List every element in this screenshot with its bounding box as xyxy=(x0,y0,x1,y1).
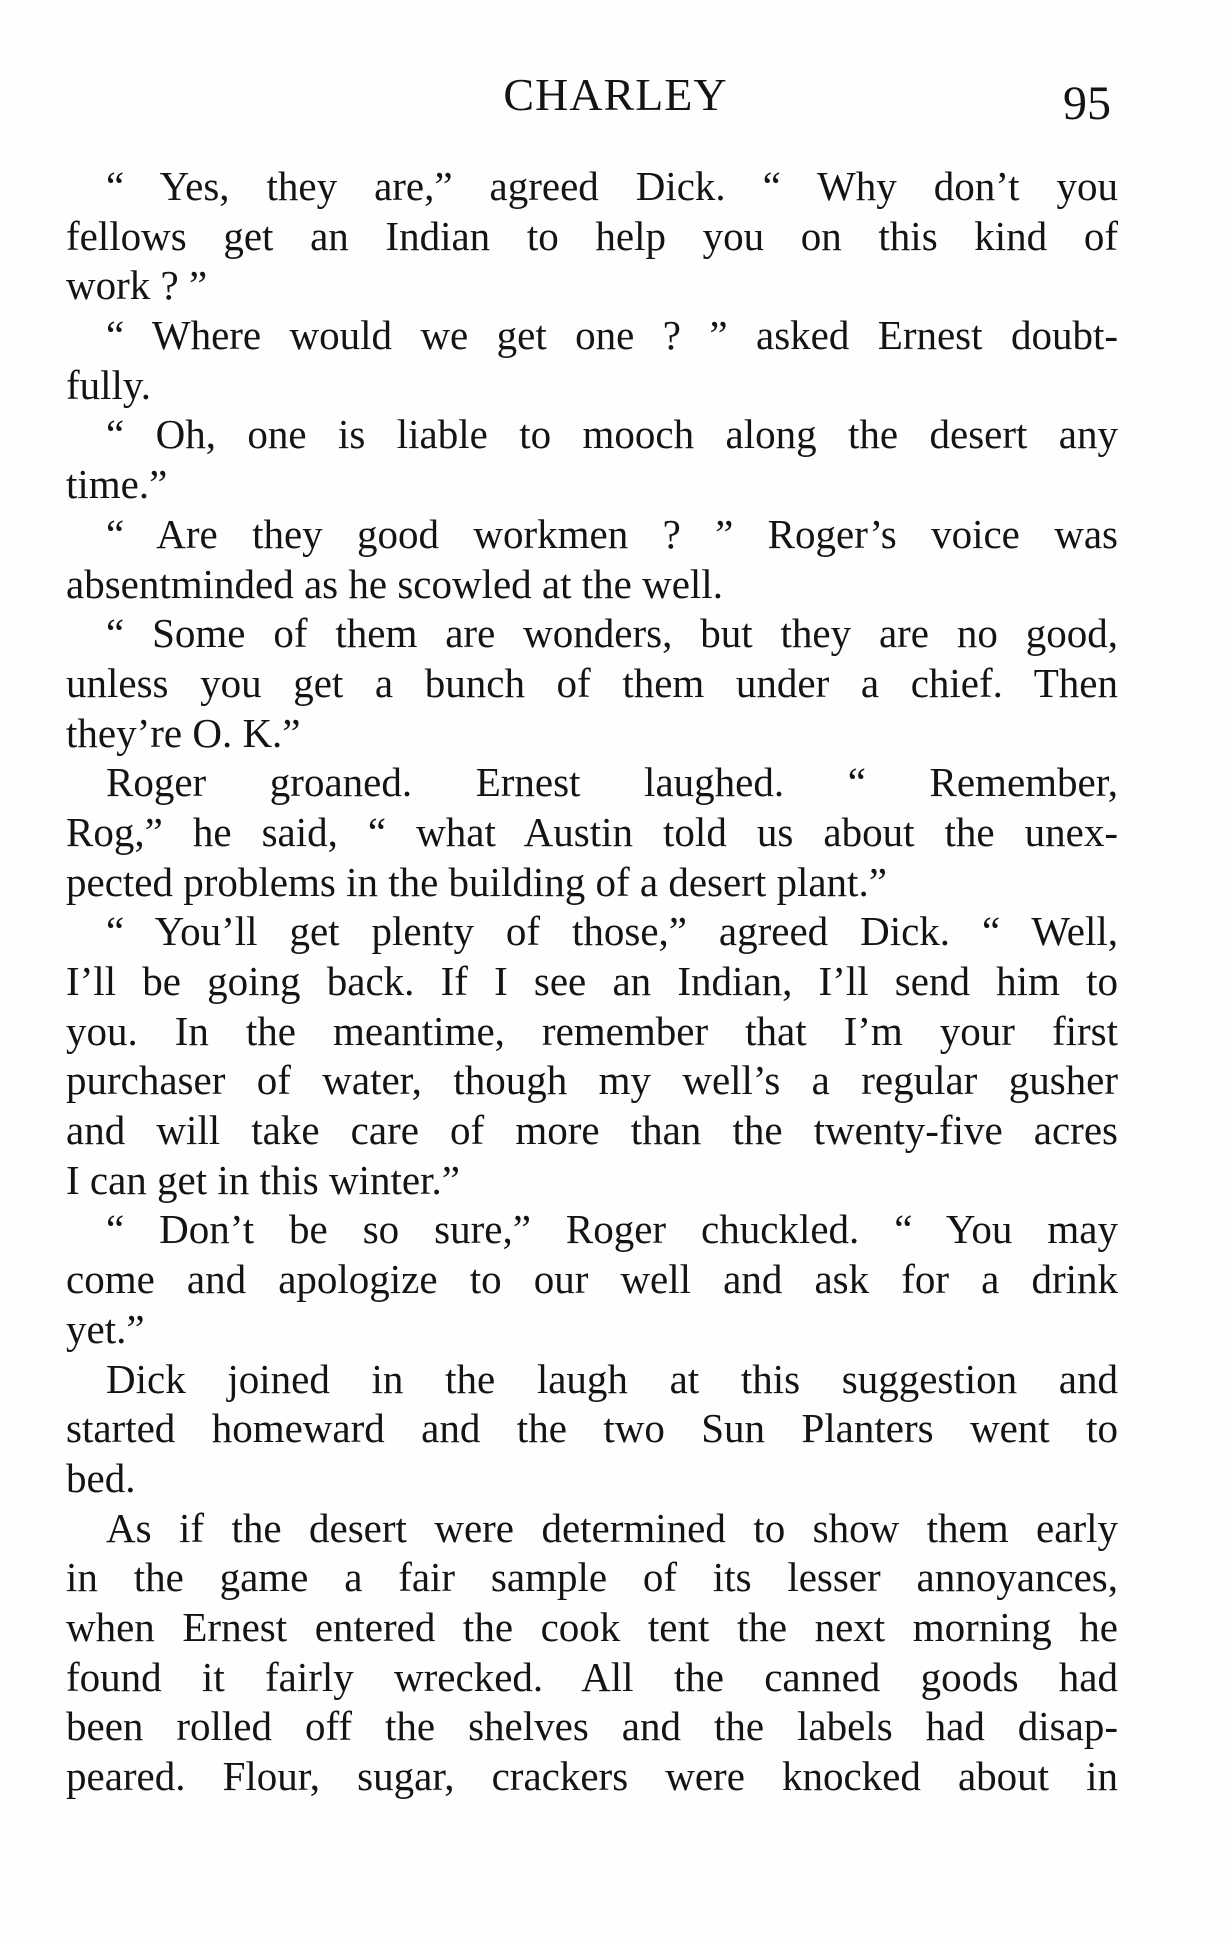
running-title: CHARLEY xyxy=(503,69,728,120)
text-line: work ? ” xyxy=(66,262,208,309)
text-line: when Ernest entered the cook tent the next morning he xyxy=(66,1603,1118,1650)
text-line: Dick joined in the laugh at this suggestion and xyxy=(106,1355,1118,1402)
text-line: purchaser of water, though my well’s a regular gusher xyxy=(66,1057,1118,1104)
text-line: been rolled off the shelves and the labels had disap- xyxy=(66,1703,1118,1750)
text-line: Rog,” he said, “ what Austin told us about the unex- xyxy=(66,808,1118,855)
text-line: I can get in this winter.” xyxy=(66,1156,460,1203)
text-line: bed. xyxy=(66,1454,136,1501)
page-number: 95 xyxy=(1063,77,1111,130)
text-line: “ You’ll get plenty of those,” agreed Dick. “ Well, xyxy=(106,908,1118,955)
text-line: I’ll be going back. If I see an Indian, I’ll send him to xyxy=(66,958,1118,1004)
body-text xyxy=(66,162,1118,1802)
text-line: “ Yes, they are,” agreed Dick. “ Why don’t you xyxy=(106,163,1118,209)
text-line: they’re O. K.” xyxy=(66,709,301,756)
text-line: and will take care of more than the twenty-five acres xyxy=(66,1107,1118,1154)
text-line: fellows get an Indian to help you on this kind of xyxy=(66,212,1118,259)
text-line: “ Where would we get one ? ” asked Ernest doubt- xyxy=(106,312,1118,359)
text-line: found it fairly wrecked. All the canned goods had xyxy=(66,1653,1118,1700)
text-line: “ Oh, one is liable to mooch along the desert any xyxy=(106,411,1118,458)
text-line: come and apologize to our well and ask for a drink xyxy=(66,1256,1118,1303)
text-line: As if the desert were determined to show them early xyxy=(106,1504,1118,1551)
text-line: fully. xyxy=(66,361,152,408)
text-line: you. In the meantime, remember that I’m your first xyxy=(66,1007,1118,1054)
text-line: yet.” xyxy=(66,1305,145,1352)
text-line: absentminded as he scowled at the well. xyxy=(66,560,723,607)
text-line: “ Some of them are wonders, but they are no good, xyxy=(106,610,1118,657)
text-line: “ Don’t be so sure,” Roger chuckled. “ You may xyxy=(106,1206,1118,1253)
text-line: peared. Flour, sugar, crackers were knocked about in xyxy=(66,1753,1118,1799)
text-line: “ Are they good workmen ? ” Roger’s voice was xyxy=(106,510,1118,557)
running-head xyxy=(0,68,1231,128)
text-line: in the game a fair sample of its lesser annoyances, xyxy=(66,1554,1118,1601)
text-line: unless you get a bunch of them under a chief. Then xyxy=(66,659,1118,706)
text-line: Roger groaned. Ernest laughed. “ Remember, xyxy=(106,759,1118,806)
text-line: time.” xyxy=(66,461,168,508)
text-line: started homeward and the two Sun Planters went to xyxy=(66,1405,1118,1452)
text-line: pected problems in the building of a desert plant.” xyxy=(66,858,887,905)
